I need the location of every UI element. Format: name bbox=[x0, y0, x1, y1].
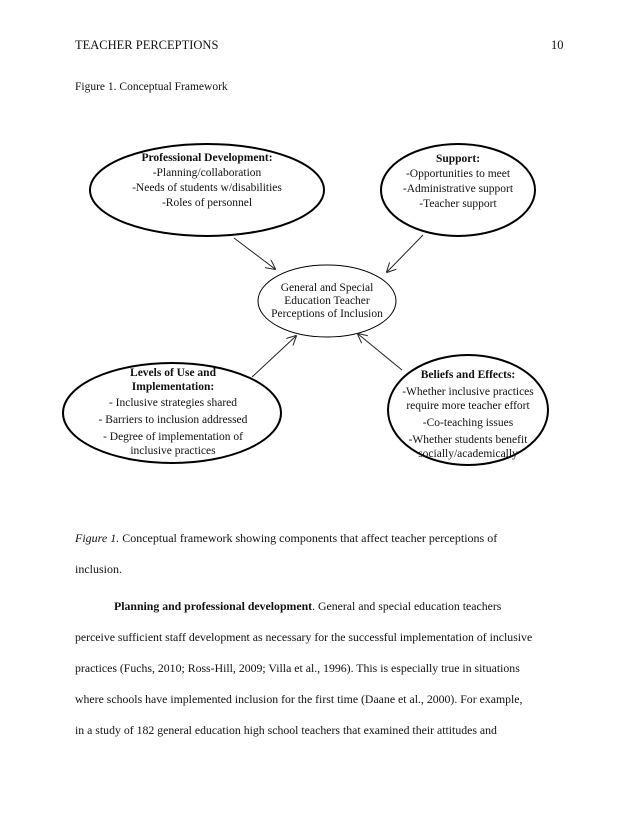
heading-period: . bbox=[312, 599, 316, 613]
node-title: Implementation: bbox=[131, 381, 215, 393]
figure-caption bbox=[75, 531, 497, 546]
figure-caption-continuation: inclusion. bbox=[75, 562, 122, 576]
node-item: -Roles of personnel bbox=[161, 197, 253, 209]
arrow-beliefs-to-center bbox=[358, 334, 402, 370]
caption-figure-ref: Figure 1. bbox=[75, 531, 120, 545]
arrow-support-to-center bbox=[387, 235, 423, 272]
node-item: - Degree of implementation of bbox=[103, 431, 243, 443]
node-item: -Needs of students w/disabilities bbox=[132, 182, 282, 194]
running-head: TEACHER PERCEPTIONS bbox=[75, 38, 219, 52]
node-item: -Co-teaching issues bbox=[422, 417, 514, 429]
caption-text: Conceptual framework showing components that affect teacher perceptions of bbox=[119, 531, 498, 545]
node-title: Levels of Use and bbox=[130, 367, 216, 379]
paragraph-text: General and special education teachers bbox=[315, 599, 502, 613]
page-number: 10 bbox=[551, 38, 564, 52]
node-item: socially/academically bbox=[418, 448, 518, 460]
paragraph-line: practices (Fuchs, 2010; Ross-Hill, 2009; Villa et al., 1996). This is especially true in situations bbox=[75, 661, 520, 675]
node-item: -Opportunities to meet bbox=[405, 168, 511, 180]
center-node bbox=[258, 282, 396, 321]
center-line: Education Teacher bbox=[284, 295, 370, 307]
node-item: - Barriers to inclusion addressed bbox=[98, 414, 248, 426]
professional-development-node bbox=[100, 151, 314, 211]
node-item: - Inclusive strategies shared bbox=[108, 397, 238, 409]
center-line: Perceptions of Inclusion bbox=[271, 308, 383, 320]
support-node bbox=[383, 152, 533, 212]
node-item: -Whether inclusive practices bbox=[402, 386, 534, 398]
paragraph-line: in a study of 182 general education high school teachers that examined their attitudes and bbox=[75, 723, 497, 737]
section-heading: Planning and professional development bbox=[114, 599, 313, 613]
node-title: Beliefs and Effects: bbox=[420, 369, 516, 381]
paragraph-line: where schools have implemented inclusion for the first time (Daane et al., 2000). For example, bbox=[75, 692, 523, 706]
levels-of-use-node bbox=[80, 366, 266, 458]
node-item: -Teacher support bbox=[419, 198, 497, 210]
node-item: -Whether students benefit bbox=[408, 434, 528, 446]
center-line: General and Special bbox=[280, 282, 374, 294]
node-title: Support: bbox=[435, 153, 481, 165]
node-title: Professional Development: bbox=[141, 152, 273, 164]
figure-label: Figure 1. Conceptual Framework bbox=[75, 81, 228, 93]
node-item: -Administrative support bbox=[402, 183, 514, 195]
node-item: require more teacher effort bbox=[406, 400, 530, 412]
arrow-professional-to-center bbox=[234, 238, 275, 269]
paragraph-line bbox=[114, 599, 574, 614]
paragraph-line: perceive sufficient staff development as necessary for the successful implementation of inclusive bbox=[75, 630, 533, 644]
node-item: -Planning/collaboration bbox=[152, 167, 262, 179]
node-item: inclusive practices bbox=[130, 445, 216, 457]
beliefs-node bbox=[396, 368, 540, 461]
